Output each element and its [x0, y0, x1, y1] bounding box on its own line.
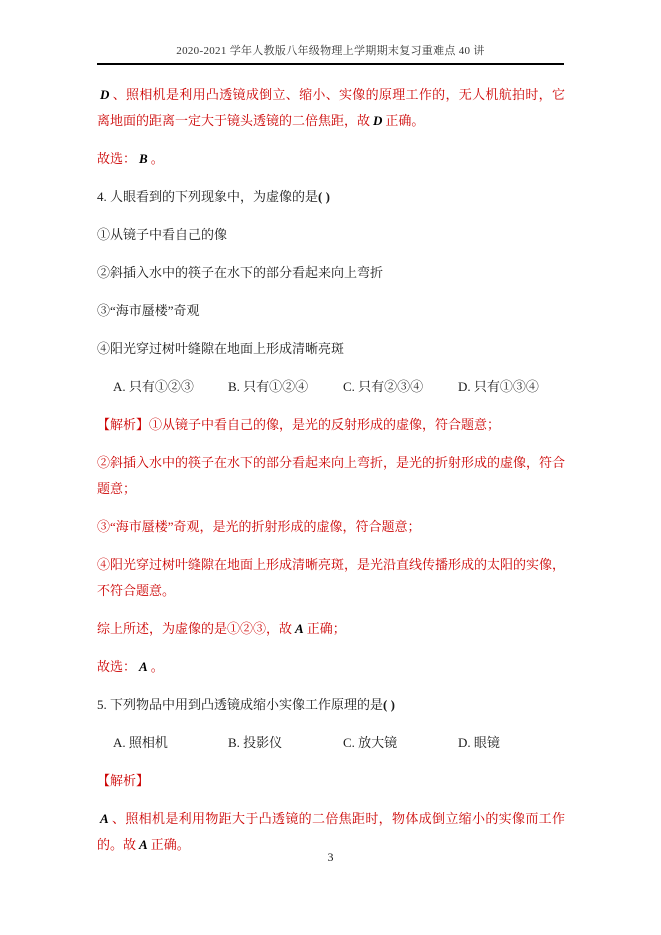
option-item: C. 只有②③④	[343, 379, 424, 394]
paragraph	[97, 146, 565, 172]
page-header	[0, 0, 661, 65]
answer-letter: A	[139, 837, 148, 852]
option-item: C. 放大镜	[343, 735, 398, 750]
text-segment: 。	[150, 659, 164, 674]
paragraph	[97, 222, 565, 248]
text-segment: ②斜插入水中的筷子在水下的部分看起来向上弯折	[97, 265, 384, 280]
text-segment: 、照相机是利用物距大于凸透镜的二倍焦距时，物体成倒立缩小的实像而工作的。故	[97, 811, 565, 852]
option-item: A. 只有①②③	[113, 379, 194, 394]
text-segment: 【解析】	[97, 773, 150, 788]
answer-letter: B	[139, 151, 148, 166]
text-segment: 故选：	[97, 659, 137, 674]
answer-letter: A	[139, 659, 148, 674]
text-segment: ④阳光穿过树叶缝隙在地面上形成清晰亮斑，是光沿直线传播形成的太阳的实像，不符合题意。	[97, 557, 566, 598]
header-title: 2020-2021 学年人教版八年级物理上学期期末复习重难点 40 讲	[176, 45, 485, 57]
text-segment: 4. 人眼看到的下列现象中，为虚像的是	[97, 189, 319, 204]
paragraph	[97, 336, 565, 362]
text-segment: 【解析】①从镜子中看自己的像，是光的反射形成的虚像，符合题意；	[97, 417, 501, 432]
text-segment: 、照相机是利用凸透镜成倒立、缩小、实像的原理工作的，无人机航拍时，它离地面的距离一定大于镜头透镜的二倍焦距，故	[97, 87, 565, 128]
text-segment: 正确；	[306, 621, 346, 636]
text-segment: ②斜插入水中的筷子在水下的部分看起来向上弯折，是光的折射形成的虚像，符合题意；	[97, 455, 566, 496]
text-segment: ( )	[318, 189, 330, 204]
page-number: 3	[327, 850, 334, 864]
text-segment: ( )	[383, 697, 395, 712]
paragraph	[97, 412, 565, 438]
text-segment: 5. 下列物品中用到凸透镜成缩小实像工作原理的是	[97, 697, 384, 712]
paragraph	[97, 616, 565, 642]
paragraph	[97, 450, 565, 502]
paragraph	[97, 260, 565, 286]
option-item: D. 只有①③④	[458, 379, 539, 394]
text-segment: 故选：	[97, 151, 137, 166]
answer-letter: A	[100, 811, 109, 826]
options-row	[97, 730, 565, 756]
option-item: B. 投影仪	[228, 735, 283, 750]
page-footer	[0, 850, 661, 865]
paragraph	[97, 654, 565, 680]
text-segment: 。	[150, 151, 164, 166]
text-segment: ③“海市蜃楼”奇观，是光的折射形成的虚像，符合题意；	[97, 519, 421, 534]
paragraph	[97, 552, 565, 604]
paragraph	[97, 692, 565, 718]
answer-letter: D	[373, 113, 383, 128]
paragraph	[97, 82, 565, 134]
paragraph	[97, 514, 565, 540]
option-item: D. 眼镜	[458, 735, 500, 750]
answer-letter: D	[100, 87, 110, 102]
paragraph	[97, 298, 565, 324]
document-body	[97, 82, 565, 858]
text-segment: ①从镜子中看自己的像	[97, 227, 228, 242]
header-rule-divider	[97, 63, 564, 65]
text-segment: 综上所述，为虚像的是①②③，故	[97, 621, 293, 636]
option-item: B. 只有①②④	[228, 379, 309, 394]
paragraph	[97, 184, 565, 210]
options-row	[97, 374, 565, 400]
text-segment: ③“海市蜃楼”奇观	[97, 303, 200, 318]
text-segment: ④阳光穿过树叶缝隙在地面上形成清晰亮斑	[97, 341, 345, 356]
paragraph	[97, 768, 565, 794]
answer-letter: A	[295, 621, 304, 636]
option-item: A. 照相机	[113, 735, 168, 750]
text-segment: 正确。	[150, 837, 190, 852]
text-segment: 正确。	[385, 113, 425, 128]
